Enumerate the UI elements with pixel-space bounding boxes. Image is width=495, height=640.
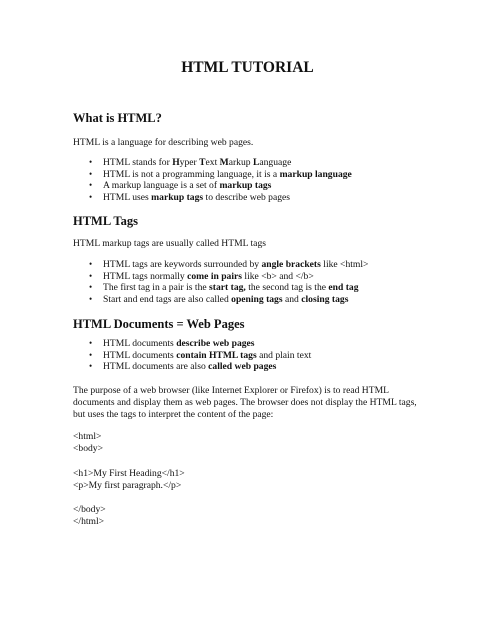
bold-text: called web pages bbox=[208, 361, 277, 373]
paragraph-line: but uses the tags to interpret the content of the page: bbox=[73, 409, 274, 421]
text-run: Start and end tags are also called bbox=[103, 293, 232, 305]
bold-text: contain HTML tags bbox=[176, 349, 257, 361]
list-item bbox=[73, 169, 433, 181]
text-run: and bbox=[282, 293, 302, 305]
bullet-icon: • bbox=[89, 361, 93, 372]
list-item bbox=[73, 192, 433, 204]
bullet-icon: • bbox=[89, 282, 93, 293]
text-run: HTML stands for bbox=[103, 157, 173, 168]
text-run: anguage bbox=[259, 157, 292, 168]
list-item bbox=[73, 294, 433, 306]
list-item bbox=[73, 361, 433, 373]
text-run: the second tag is the bbox=[245, 282, 329, 294]
bold-text: markup language bbox=[279, 168, 352, 180]
code-line bbox=[73, 492, 185, 504]
code-line: </body> bbox=[73, 504, 106, 516]
bullet-list-html-documents bbox=[73, 338, 433, 373]
list-item bbox=[73, 282, 433, 294]
text-run: The first tag in a pair is the bbox=[103, 282, 210, 294]
code-line: <h1>My First Heading</h1> bbox=[73, 467, 185, 479]
bold-text: M bbox=[219, 157, 229, 168]
bullet-list-html-tags bbox=[73, 259, 433, 305]
body-paragraph bbox=[73, 385, 443, 422]
list-item bbox=[73, 157, 433, 169]
bold-text: T bbox=[199, 157, 206, 168]
bullet-icon: • bbox=[89, 349, 93, 360]
code-line: <p>My first paragraph.</p> bbox=[73, 479, 182, 491]
bold-text: angle brackets bbox=[261, 259, 321, 270]
text-run: arkup bbox=[228, 157, 253, 168]
section-heading-html-documents: HTML Documents = Web Pages bbox=[73, 317, 245, 331]
bullet-list-what-is-html bbox=[73, 157, 433, 203]
paragraph-line: documents and display them as web pages. The browser does not display the HTML tags, bbox=[73, 397, 417, 409]
page-title: HTML TUTORIAL bbox=[181, 59, 314, 76]
text-run: yper bbox=[179, 157, 200, 168]
code-line: <html> bbox=[73, 431, 102, 442]
text-run: HTML documents are also bbox=[103, 361, 209, 373]
bold-text: start tag, bbox=[209, 282, 246, 294]
text-run: HTML documents bbox=[103, 349, 177, 361]
text-run: HTML tags normally bbox=[103, 270, 188, 282]
bold-text: end tag bbox=[328, 282, 359, 294]
bold-text: markup tags bbox=[219, 180, 272, 192]
section-intro: HTML markup tags are usually called HTML tags bbox=[73, 238, 266, 249]
bold-text: H bbox=[172, 157, 180, 168]
text-run: HTML tags are keywords surrounded by bbox=[103, 259, 262, 270]
bold-text: describe web pages bbox=[176, 338, 255, 349]
bold-text: markup tags bbox=[151, 191, 204, 203]
bullet-icon: • bbox=[89, 180, 93, 191]
text-run: and plain text bbox=[256, 349, 312, 361]
bold-text: L bbox=[252, 157, 260, 168]
bullet-icon: • bbox=[89, 259, 93, 269]
list-item bbox=[73, 338, 433, 350]
text-run: HTML uses bbox=[103, 191, 152, 203]
list-item bbox=[73, 350, 433, 362]
bullet-icon: • bbox=[89, 168, 93, 179]
list-item bbox=[73, 271, 433, 283]
bold-text: closing tags bbox=[301, 293, 349, 305]
text-run: like <html> bbox=[320, 259, 369, 270]
text-run: to describe web pages bbox=[203, 191, 290, 203]
list-item bbox=[73, 180, 433, 192]
code-example bbox=[73, 431, 185, 529]
code-line: <body> bbox=[73, 443, 104, 455]
bullet-icon: • bbox=[89, 338, 93, 348]
text-run: HTML is not a programming language, it is a bbox=[103, 168, 280, 180]
bullet-icon: • bbox=[89, 293, 93, 304]
code-line bbox=[73, 455, 185, 467]
bullet-icon: • bbox=[89, 157, 93, 167]
text-run: ext bbox=[205, 157, 220, 168]
section-heading-what-is-html: What is HTML? bbox=[73, 111, 162, 125]
bullet-icon: • bbox=[89, 270, 93, 281]
paragraph-line: The purpose of a web browser (like Internet Explorer or Firefox) is to read HTML bbox=[73, 385, 389, 396]
code-line: </html> bbox=[73, 516, 105, 528]
text-run: A markup language is a set of bbox=[103, 180, 220, 192]
bold-text: opening tags bbox=[231, 293, 283, 305]
section-intro: HTML is a language for describing web pages. bbox=[73, 137, 254, 148]
text-run: HTML documents bbox=[103, 338, 177, 349]
section-heading-html-tags: HTML Tags bbox=[73, 214, 138, 228]
bold-text: come in pairs bbox=[187, 270, 243, 282]
bullet-icon: • bbox=[89, 191, 93, 202]
list-item bbox=[73, 259, 433, 271]
text-run: like <b> and </b> bbox=[242, 270, 314, 282]
